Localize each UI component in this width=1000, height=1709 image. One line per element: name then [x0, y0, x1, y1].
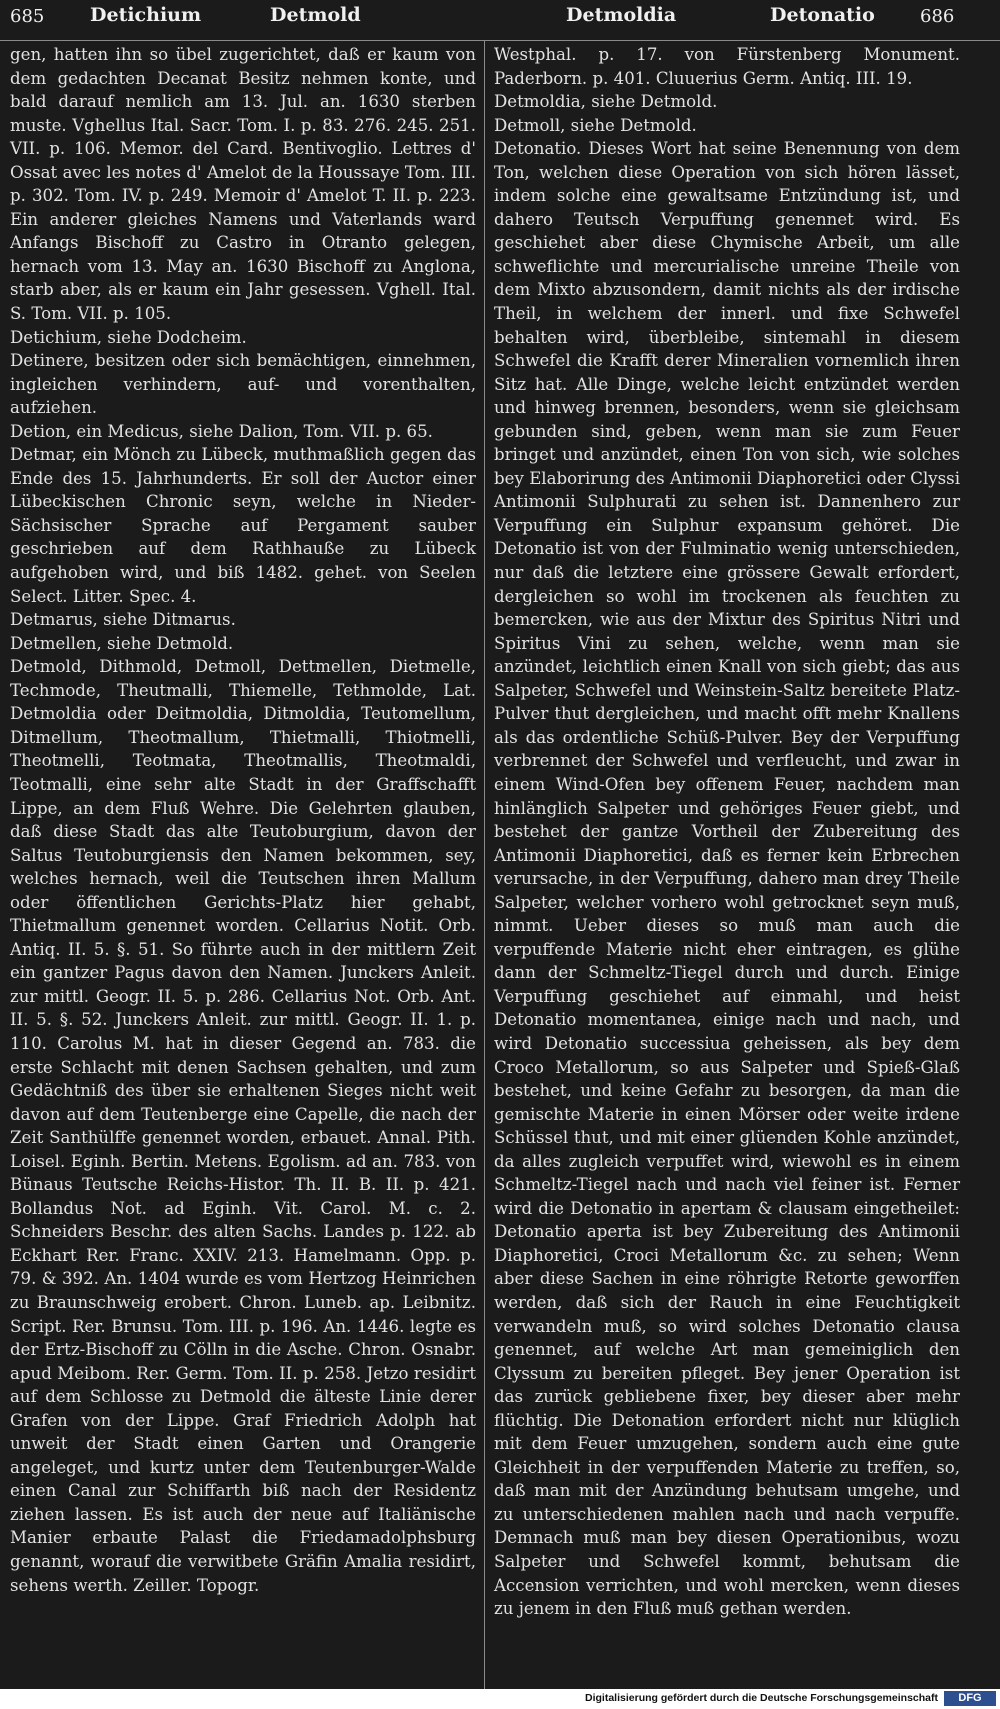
- entry-detmar: Detmar, ein Mönch zu Lübeck, muthmaßlich gegen das Ende des 15. Jahrhunderts. Er soll der Auctor einer Lübeckischen Chronic seyn, welche in Nieder-Sächsischer Sprache auf Pergament sauber geschrieben auf dem Rathhauße zu Lübeck aufgehoben wird, und biß 1482. gehet. von Seelen Select. Litter. Spec. 4.: [10, 445, 476, 606]
- paragraph-continuation: gen, hatten ihn so übel zugerichtet, daß er kaum von dem gedachten Decanat Besitz nehmen konte, und bald darauf nemlich am 13. Jul. an. 1630 sterben muste. Vghellus Ital. Sacr. Tom. I. p. 83. 276. 245. 251. VII. p. 106. Memor. del Card. Bentivoglio. Lettres d' Ossat avec les notes d' Amelot de la Houssaye Tom. III. p. 302. Tom. IV. p. 249. Memoir d' Amelot T. II. p. 223. Ein anderer gleiches Namens und Vaterlands ward Anfangs Bischoff zu Castro in Otranto gelegen, hernach vom 13. May an. 1630 Bischoff zu Anglona, starb aber, als er kaum ein Jahr gesessen. Vghell. Ital. S. Tom. VII. p. 105.: [10, 45, 476, 324]
- entry-detmoll: Detmoll, siehe Detmold.: [494, 115, 697, 135]
- entry-detonatio: Detonatio. Dieses Wort hat seine Benennung von dem Ton, welchen diese Operation von sich hören lässet, indem solche eine gewaltsame Entzündung ist, und dahero Teutsch Verpuffung genennet wird. Es geschiehet aber diese Chymische Arbeit, um alle schweflichte und mercurialische unreine Theile von dem Mixto abzusondern, damit nichts als der irdische Theil, in welchem der innerl. und fixe Schwefel behalten wird, überbleibe, sintemahl in diesem Schwefel die Krafft derer Mineralien vornemlich ihren Sitz hat. Alle Dinge, welche leicht entzündet werden und hinweg brennen, besonders, wenn sie gleichsam gebunden sind, geben, wenn man sie zum Feuer bringet und anzündet, einen Ton von sich, wie solches bey Elaborirung des Antimonii Diaphoretici oder Clyssi Antimonii Sulphurati zu sehen ist. Dannenhero zur Verpuffung ein Sulphur expansum gehöret. Die Detonatio ist von der Fulminatio wenig unterschieden, nur daß die letztere eine grössere Gewalt erfordert, dergleichen so wohl im trockenen als feuchten zu bemercken, wie aus der Mixtur des Spiritus Nitri und Spiritus Vini zu sehen, welche, wenn man sie anzündet, leichtlich einen Knall von sich giebt; das aus Salpeter, Schwefel und Weinstein-Saltz bereitete Platz-Pulver thut dergleichen, und macht offt mehr Knallens als das ordentliche Schüß-Pulver. Bey der Verpuffung verbrennet der Schwefel und verfleucht, und zwar in einem Wind-Ofen bey offenem Feuer, nachdem man hinlänglich Salpeter und gehöriges Feuer giebt, und bestehet der gantze Vortheil der Zubereitung des Antimonii Diaphoretici, daß es ferner kein Erbrechen verursache, in der Verpuffung, dahero man drey Theile Salpeter, welcher vorhero wohl getrocknet seyn muß, nimmt. Ueber dieses so muß man auch die verpuffende Materie nicht eher eintragen, es glühe dann der Schmeltz-Tiegel durch und durch. Einige Verpuffung geschiehet auf einmahl, und heist Detonatio momentanea, einige nach und nach, und wird Detonatio successiua geheissen, als bey dem Croco Metallorum, so aus Salpeter und Spieß-Glaß bestehet, und keine Gefahr zu besorgen, da man die gemischte Materie in einen Mörser oder weite irdene Schüssel thut, und mit einer glüenden Kohle anzündet, da alles zugleich verpuffet wird, wiewohl es in einem Schmeltz-Tiegel nach und nach viel feiner ist. Ferner wird die Detonatio in apertam & clausam eingetheilet: Detonatio aperta ist bey Zubereitung des Antimonii Diaphoretici, Croci Metallorum &c. zu sehen; Wenn aber diese Sachen in eine röhrigte Retorte geworffen werden, daß sich der Rauch in eine Feuchtigkeit verwandeln muß, so wird solches Detonatio clausa genennet, auf welche Art man gemeiniglich den Clyssum zu bereiten pfleget. Bey jener Operation ist das zurück gebliebene fixer, bey dieser aber mehr flüchtig. Die Detonation erfordert nicht nur klüglich mit dem Feuer umzugehen, sondern auch eine gute Gleichheit in der verpuffenden Materie zu treffen, so, daß man mit der Anzündung behutsam umgehe, und zu unterschiedenen mahlen nach und nach verpuffe. Demnach muß man bey diesen Operationibus, wozu Salpeter und Schwefel kommt, behutsam die Accension verrichten, und wohl mercken, wenn dieses zu jenem in den Fluß muß gethan werden.: [494, 139, 960, 1619]
- paragraph-continuation: Westphal. p. 17. von Fürstenberg Monument. Paderborn. p. 401. Cluuerius Germ. Antiq. III. 19.: [494, 45, 960, 88]
- right-column: [494, 43, 960, 1621]
- entry-detmoldia: Detmoldia, siehe Detmold.: [494, 92, 718, 112]
- page-number-right: 686: [920, 6, 955, 27]
- entry-detmold: Detmold, Dithmold, Detmoll, Dettmellen, Dietmelle, Techmode, Theutmalli, Thiemelle, Tethmolde, Lat. Detmoldia oder Deitmoldia, Ditmoldia, Teutomellum, Ditmellum, Theotmallum, Thietmalli, Thiotmelli, Theotmelli, Teotmata, Theotmallis, Theotmaldi, Teotmalli, eine sehr alte Stadt in der Graffschafft Lippe, an dem Fluß Wehre. Die Gelehrten glauben, daß diese Stadt das alte Teutoburgium, davon der Saltus Teutoburgiensis den Namen bekommen, sey, welches hernach, weil die Teutschen ihren Mallum oder öffentlichen Gerichts-Platz hier gehabt, Thietmallum genennet worden. Cellarius Notit. Orb. Antiq. II. 5. §. 51. So führte auch in der mittlern Zeit ein gantzer Pagus davon den Namen. Junckers Anleit. zur mittl. Geogr. II. 5. p. 286. Cellarius Not. Orb. Ant. II. 5. §. 52. Junckers Anleit. zur mittl. Geogr. II. 1. p. 110. Carolus M. hat in dieser Gegend an. 783. die erste Schlacht mit denen Sachsen gehalten, und zum Gedächtniß des über sie erhaltenen Sieges nicht weit davon auf dem Teutenberge eine Capelle, die nach der Zeit Santhülffe genennet worden, erbauet. Annal. Pith. Loisel. Eginh. Bertin. Metens. Egolism. ad an. 783. von Bünaus Teutsche Reichs-Histor. Th. II. B. II. p. 421. Bollandus Not. ad Eginh. Vit. Carol. M. c. 2. Schneiders Beschr. des alten Sachs. Landes p. 122. ab Eckhart Rer. Franc. XXIV. 213. Hamelmann. Opp. p. 79. & 392. An. 1404 wurde es vom Hertzog Heinrichen zu Braunschweig erobert. Chron. Luneb. ap. Leibnitz. Script. Rer. Brunsu. Tom. III. p. 196. An. 1446. legte es der Ertz-Bischoff zu Cölln in die Asche. Chron. Osnabr. apud Meibom. Rer. Germ. Tom. II. p. 258. Jetzo residirt auf dem Schlosse zu Detmold die älteste Linie derer Grafen von der Lippe. Graf Friedrich Adolph hat unweit der Stadt einen Garten und Orangerie angeleget, und kurtz unter dem Teutenburger-Walde einen Canal zur Schiffarth biß nach der Residentz ziehen lassen. Es ist auch der neue auf Italiänische Manier erbaute Palast die Friedamadolphsburg genannt, worauf die verwitbete Gräfin Amalia residirt, sehens werth. Zeiller. Topogr.: [10, 657, 476, 1595]
- header-catchword-detmoldia: Detmoldia: [566, 4, 677, 26]
- running-header: [0, 0, 1000, 41]
- header-catchword-detmold: Detmold: [270, 4, 361, 26]
- header-catchword-detichium: Detichium: [90, 4, 202, 26]
- entry-detinere: Detinere, besitzen oder sich bemächtigen, einnehmen, ingleichen verhindern, auf- und vorenthalten, aufziehen.: [10, 351, 476, 418]
- footer-bar: [0, 1689, 1000, 1709]
- funding-notice: Digitalisierung gefördert durch die Deutsche Forschungsgemeinschaft: [585, 1692, 938, 1704]
- entry-detmarus: Detmarus, siehe Ditmarus.: [10, 610, 236, 630]
- header-catchword-detonatio: Detonatio: [770, 4, 875, 26]
- page-number-left: 685: [10, 6, 45, 27]
- entry-detmellen: Detmellen, siehe Detmold.: [10, 633, 234, 653]
- entry-detion: Detion, ein Medicus, siehe Dalion, Tom. VII. p. 65.: [10, 421, 433, 441]
- entry-detichium: Detichium, siehe Dodcheim.: [10, 327, 247, 347]
- left-column: [10, 43, 476, 1597]
- dfg-logo: DFG: [944, 1691, 996, 1706]
- column-divider: [484, 40, 485, 1692]
